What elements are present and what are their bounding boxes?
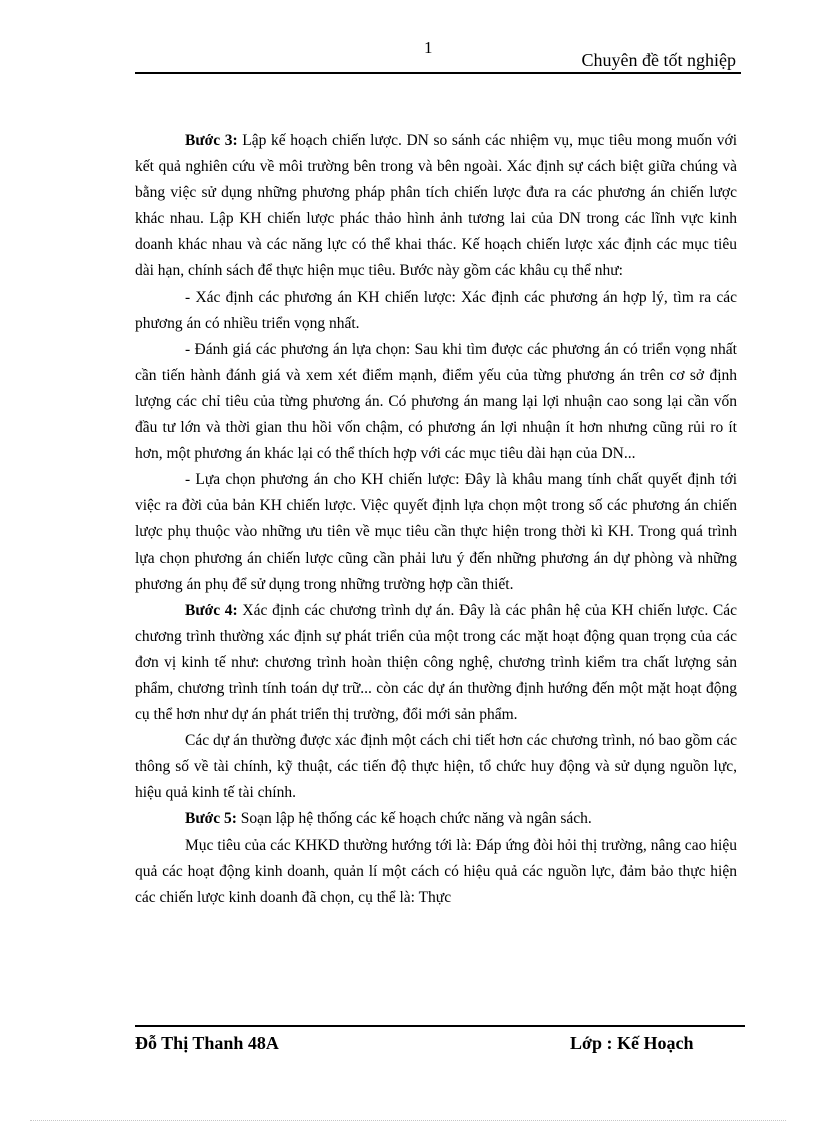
paragraph-step-4: [135, 598, 737, 728]
page-bottom-edge: [30, 1120, 786, 1121]
paragraph-identify-options: - Xác định các phương án KH chiến lược: Xác định các phương án hợp lý, tìm ra các phương án có nhiều triển vọng nhất.: [135, 288, 737, 332]
step-4-text: Xác định các chương trình dự án. Đây là các phân hệ của KH chiến lược. Các chương trình thường xác định sự phát triển của một trong các mặt hoạt động quan trọng của các đơn vị kinh tế như: chương trình hoàn thiện công nghệ, chương trình kiểm tra chất lượng sản phẩm, chương trình tính toán dự trữ... còn các dự án thường định hướng đến một mặt hoạt động cụ thể hơn như dự án phát triển thị trường, đổi mới sản phẩm.: [135, 601, 737, 724]
step-3-label: Bước 3:: [185, 132, 238, 149]
paragraph-projects: Các dự án thường được xác định một cách chi tiết hơn các chương trình, nó bao gồm các thông số về tài chính, kỹ thuật, các tiến độ thực hiện, tổ chức huy động và sử dụng nguồn lực, hiệu quả kinh tế tài chính.: [135, 732, 737, 802]
step-4-label: Bước 4:: [185, 601, 238, 619]
footer-class: Lớp : Kế Hoạch: [570, 1033, 694, 1053]
body-text: [135, 128, 737, 911]
paragraph-evaluate-options: - Đánh giá các phương án lựa chọn: Sau khi tìm được các phương án có triển vọng nhất cần tiến hành đánh giá và xem xét điểm mạnh, điểm yếu của từng phương án trên cơ sở định lượng các chỉ tiêu của từng phương án. Có phương án mang lại lợi nhuận cao song lại cần vốn đầu tư lớn và thời gian thu hồi vốn chậm, có phương án lợi nhuận ít hơn nhưng cũng rủi ro ít hơn, một phương án khác lại có thể thích hợp với các mục tiêu dài hạn của DN...: [135, 340, 737, 463]
step-5-label: Bước 5:: [185, 810, 237, 828]
paragraph-step-3: [135, 128, 737, 285]
step-3-text: Lập kế hoạch chiến lược. DN so sánh các nhiệm vụ, mục tiêu mong muốn với kết quả nghiên cứu về môi trường bên trong và bên ngoài. Xác định sự cách biệt giữa chúng và bằng việc sử dụng những phương pháp phân tích chiến lược đưa ra các phương án chiến lược khác nhau. Lập KH chiến lược phác thảo hình ảnh tương lai của DN trong các lĩnh vực kinh doanh khác nhau và các năng lực có thể khai thác. Kế hoạch chiến lược xác định các mục tiêu dài hạn, chính sách để thực hiện mục tiêu. Bước này gồm các khâu cụ thể như:: [135, 132, 737, 280]
footer-rule: [135, 1025, 745, 1027]
paragraph-objectives: Mục tiêu của các KHKD thường hướng tới là: Đáp ứng đòi hỏi thị trường, nâng cao hiệu quả các hoạt động kinh doanh, quản lí một cách có hiệu quả các nguồn lực, đảm bảo thực hiện các chiến lược kinh doanh đã chọn, cụ thể là: Thực: [135, 836, 737, 906]
step-5-text: Soạn lập hệ thống các kế hoạch chức năng và ngân sách.: [236, 810, 592, 828]
paragraph-step-5: [135, 806, 737, 832]
page-number: 1: [424, 38, 433, 57]
paragraph-select-option: - Lựa chọn phương án cho KH chiến lược: Đây là khâu mang tính chất quyết định tới việc ra đời của bản KH chiến lược. Việc quyết định lựa chọn một trong số các phương án chiến lược phụ thuộc vào những ưu tiên về mục tiêu cần thực hiện trong thời kì KH. Trong quá trình lựa chọn phương án chiến lược cũng cần phải lưu ý đến những phương án dự phòng và những phương án phụ để sử dụng trong những trường hợp cần thiết.: [135, 471, 737, 593]
header-rule: [135, 72, 741, 74]
footer-author: Đỗ Thị Thanh 48A: [135, 1033, 279, 1053]
header-title: Chuyên đề tốt nghiệp: [581, 50, 736, 70]
